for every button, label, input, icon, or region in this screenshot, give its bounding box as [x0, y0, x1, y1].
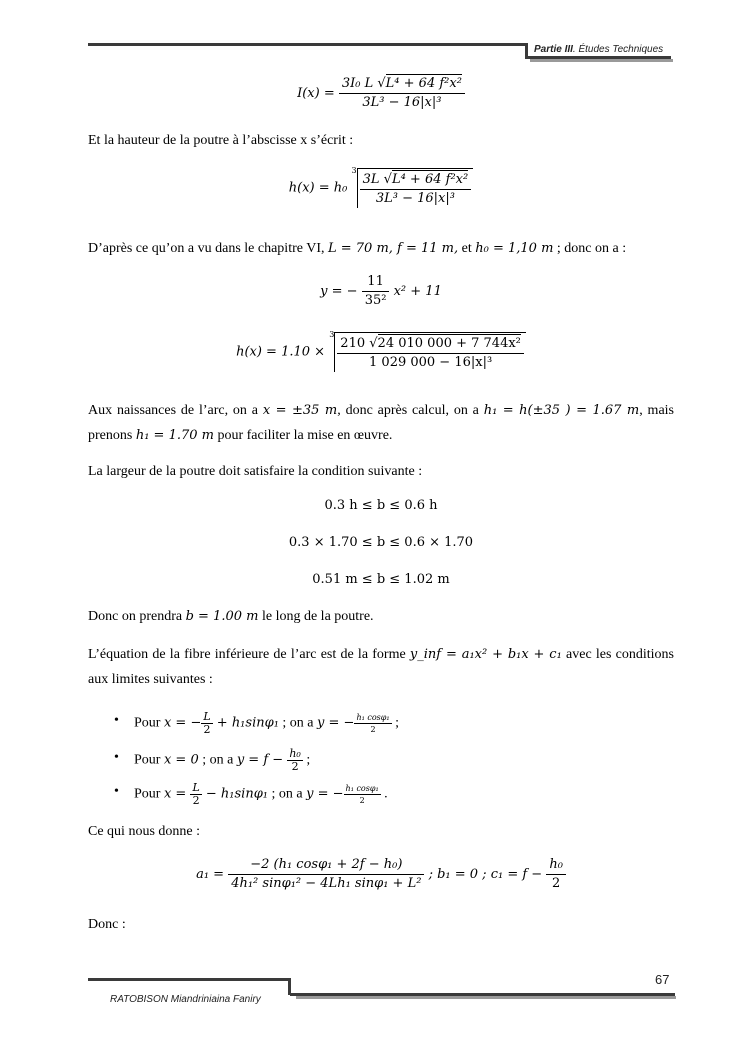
eq5-c-fraction [546, 856, 566, 893]
bullet-ona: ; on a [278, 715, 318, 731]
para3-text-a: Aux naissances de l’arc, on a [88, 403, 263, 418]
eq4-cube-root [334, 332, 526, 372]
para2-text-b: et [458, 241, 476, 256]
bullet-x: x = [163, 786, 191, 802]
eq5-c-numerator: h₀ [546, 856, 566, 875]
bullet-pour: Pour [134, 752, 164, 768]
bullet-x-den: 2 [192, 794, 200, 807]
bullet-x-den: 2 [203, 723, 211, 736]
eq3-denominator: 35² [364, 293, 387, 308]
bullet-dot: • [114, 750, 119, 765]
eq4-lhs: h(x) = 1.10 × [236, 344, 326, 360]
bullet-text [134, 711, 399, 736]
equation-height-numeric [88, 332, 674, 372]
para3-text-d: pour faciliter la mise en œuvre. [213, 428, 393, 443]
equation-coefficients [88, 856, 674, 893]
para3-text-b: , donc après calcul, on a [337, 403, 484, 418]
eq5-fraction [228, 856, 424, 893]
header-rule [88, 43, 528, 46]
eq2-lhs: h(x) = h₀ [288, 180, 348, 196]
eq2-num-pre: 3L [362, 172, 384, 187]
eq2-denominator: 3L³ − 16|x|³ [375, 191, 455, 206]
bullet-end: ; [391, 715, 399, 731]
paragraph-springings [88, 398, 674, 448]
eq2-root-index: 3 [351, 166, 357, 175]
para2-math-b: h₀ = 1,10 m [475, 241, 554, 256]
para3-math-a: x = ±35 m [262, 403, 338, 418]
inequality-1: 0.3 h ≤ b ≤ 0.6 h [324, 498, 438, 513]
eq4-numerator [337, 335, 524, 354]
bullet-x: x = 0 [163, 752, 199, 768]
bullet-y-num: h₁ cosφ₁ [356, 713, 390, 722]
eq1-num-pre: 3I₀ L [341, 76, 378, 91]
paragraph-donc: Donc : [88, 917, 126, 932]
para5-text-a: Donc on prendra [88, 609, 186, 624]
bullet-y-fraction [344, 783, 381, 806]
bullet-end: . [380, 786, 388, 802]
bullet-y: y = f − [236, 752, 288, 768]
eq2-cube-root [357, 168, 474, 208]
bullet-ona: ; on a [268, 786, 307, 802]
bullet-x-fraction [190, 782, 201, 807]
paragraph-width-condition: La largeur de la poutre doit satisfaire la condition suivante : [88, 464, 423, 479]
eq5-numerator: −2 (h₁ cosφ₁ + 2f − h₀) [228, 856, 424, 875]
eq1-num-sqrt: L⁴ + 64 f²x² [385, 76, 462, 91]
bullet-y-den: 2 [370, 725, 376, 734]
bullet-x-fraction [201, 711, 212, 736]
para6-text-a: L’équation de la fibre inférieure de l’arc est de la forme [88, 647, 410, 662]
inequality-2: 0.3 × 1.70 ≤ b ≤ 0.6 × 1.70 [288, 535, 474, 550]
eq3-rhs: x² + 11 [393, 284, 442, 299]
para2-text-a: D’après ce qu’on a vu dans le chapitre VI, [88, 241, 328, 256]
eq1-fraction [339, 75, 465, 112]
bullet-pour: Pour [134, 786, 164, 802]
inequality-3: 0.51 m ≤ b ≤ 1.02 m [312, 572, 450, 587]
para2-text-c: ; donc on a : [553, 241, 627, 256]
paragraph-chosen-width [88, 604, 674, 629]
footer-rule-shadow [296, 996, 676, 999]
header-tab-shadow [530, 59, 673, 62]
paragraph-height-intro: Et la hauteur de la poutre à l’abscisse x s’écrit : [88, 133, 354, 148]
para3-math-b: h₁ = h(±35 ) = 1.67 m [483, 403, 640, 418]
equation-inertia [88, 75, 674, 112]
para5-text-b: le long de la poutre. [258, 609, 374, 624]
para3-text-c: , mais prenons [88, 403, 674, 443]
eq5-denominator: 4h₁² sinφ₁² − 4Lh₁ sinφ₁ + L² [231, 876, 422, 891]
paragraph-result-intro: Ce qui nous donne : [88, 824, 200, 839]
para5-math-a: b = 1.00 m [185, 609, 259, 624]
page-number: 67 [655, 972, 670, 987]
para2-math-a: L = 70 m, f = 11 m, [327, 241, 459, 256]
bullet-text [134, 748, 310, 773]
eq1-sqrt-sign: √ [377, 76, 386, 91]
bullet-y-num: h₀ [289, 747, 301, 760]
eq3-lhs: y = − [320, 284, 358, 299]
bullet-pour: Pour [134, 715, 164, 731]
eq1-denominator: 3L³ − 16|x|³ [362, 95, 442, 110]
eq2-sqrt-sign: √ [383, 172, 392, 187]
eq2-num-sqrt: L⁴ + 64 f²x² [391, 172, 469, 187]
eq1-lhs: I(x) = [297, 86, 335, 101]
eq5-c-denominator: 2 [551, 876, 561, 891]
paragraph-chapter-values [88, 236, 674, 261]
eq5-lhs: a₁ = [196, 867, 225, 882]
eq3-fraction [362, 273, 390, 310]
bullet-x-rest: + h₁sinφ₁ [212, 715, 279, 731]
eq1-numerator [339, 75, 465, 94]
footer-tab-frame [88, 978, 291, 995]
bullet-y: y = − [306, 786, 344, 802]
header-part-bold: Partie III [534, 44, 573, 55]
eq4-sqrt-sign: √ [369, 336, 378, 351]
bullet-y: y = − [317, 715, 355, 731]
bullet-end: ; [302, 752, 311, 768]
bullet-dot: • [114, 713, 119, 728]
header-part-title [534, 44, 663, 55]
eq4-root-index: 3 [329, 330, 335, 339]
bullet-x: x = − [163, 715, 202, 731]
eq4-fraction [337, 335, 524, 372]
eq4-denominator: 1 029 000 − 16|x|³ [369, 355, 493, 370]
bullet-x-rest: − h₁sinφ₁ [201, 786, 269, 802]
eq2-fraction [360, 171, 472, 208]
para6-math-a: y_inf = a₁x² + b₁x + c₁ [409, 647, 562, 662]
bullet-x-num: L [203, 710, 211, 723]
para3-math-c: h₁ = 1.70 m [135, 428, 214, 443]
bullet-x-num: L [192, 781, 200, 794]
bullet-y-fraction [354, 712, 391, 735]
para6-text-b: avec les conditions aux limites suivantes : [88, 647, 674, 687]
bullet-y-den: 2 [359, 796, 365, 805]
eq4-num-sqrt: 24 010 000 + 7 744x² [377, 336, 521, 351]
eq4-num-pre: 210 [340, 336, 370, 351]
bullet-y-num: h₁ cosφ₁ [345, 784, 379, 793]
eq5-mid: ; b₁ = 0 ; c₁ = f − [428, 867, 543, 882]
equation-parabola [88, 273, 674, 310]
footer-author: RATOBISON Miandriniaina Faniry [110, 994, 261, 1005]
bullet-y-fraction [287, 748, 303, 773]
bullet-text [134, 782, 388, 807]
bullet-y-den: 2 [291, 760, 299, 773]
paragraph-fibre-equation [88, 642, 674, 692]
equation-height [88, 168, 674, 208]
header-part-rest: . Études Techniques [572, 44, 664, 55]
bullet-dot: • [114, 784, 119, 799]
eq2-numerator [360, 171, 472, 190]
eq3-numerator: 11 [362, 273, 390, 292]
bullet-ona: ; on a [198, 752, 237, 768]
